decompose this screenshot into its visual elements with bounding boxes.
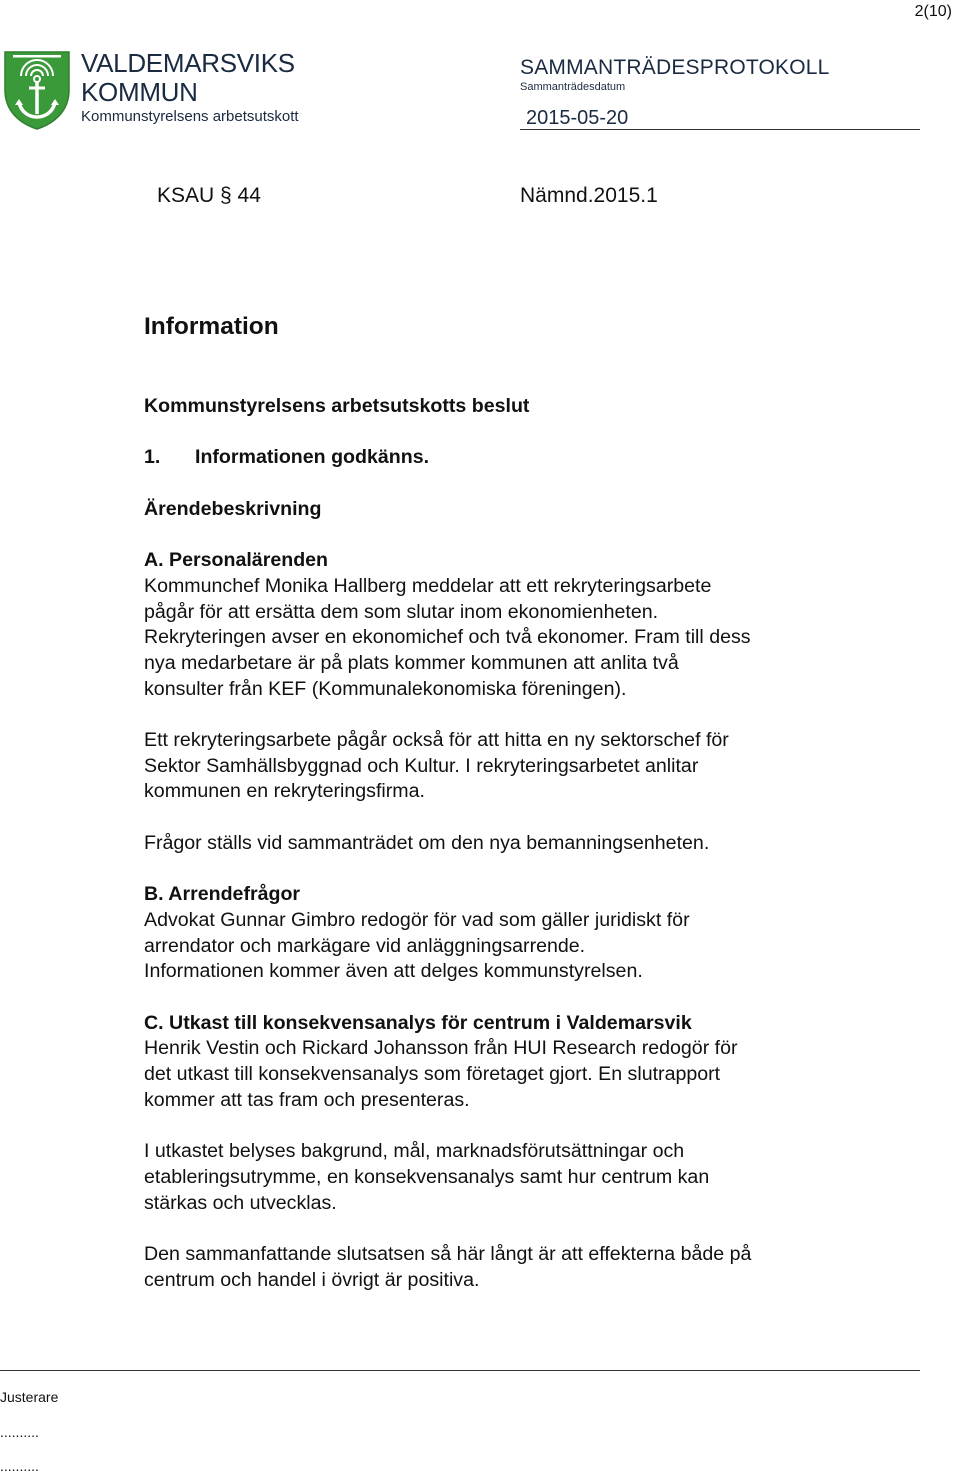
text-line: arrendator och markägare vid anläggningsarrende. <box>144 934 586 957</box>
section-a-para3 <box>144 831 844 857</box>
section-b-para <box>144 908 844 985</box>
section-a-para2 <box>144 728 844 805</box>
decision-number: 1. <box>144 446 161 469</box>
decision-text: Informationen godkänns. <box>195 446 430 469</box>
text-line: Kommunchef Monika Hallberg meddelar att ett rekryteringsarbete <box>144 574 712 597</box>
decision-item <box>144 445 844 471</box>
section-c-para3 <box>144 1242 844 1293</box>
text-line: Henrik Vestin och Rickard Johansson från HUI Research redogör för <box>144 1037 738 1060</box>
page-title: Information <box>144 313 279 340</box>
diary-number: Nämnd.2015.1 <box>520 184 658 207</box>
text-line: Den sammanfattande slutsatsen så här långt är att effekterna både på <box>144 1243 752 1266</box>
text-line: Advokat Gunnar Gimbro redogör för vad som gäller juridiskt för <box>144 908 690 931</box>
text-line: kommer att tas fram och presenteras. <box>144 1088 470 1111</box>
org-subtitle: Kommunstyrelsens arbetsutskott <box>81 108 299 125</box>
text-line: det utkast till konsekvensanalys som företaget gjort. En slutrapport <box>144 1063 721 1086</box>
text-line: kommunen en rekryteringsfirma. <box>144 780 425 803</box>
justerare-label: Justerare <box>0 1389 59 1405</box>
text-line: konsulter från KEF (Kommunalekonomiska föreningen). <box>144 677 627 700</box>
text-line: Frågor ställs vid sammanträdet om den nya bemanningsenheten. <box>144 831 710 854</box>
section-c-para2 <box>144 1139 844 1216</box>
section-a-heading: A. Personalärenden <box>144 549 329 572</box>
text-line: etableringsutrymme, en konsekvensanalys samt hur centrum kan <box>144 1165 710 1188</box>
meeting-date: 2015-05-20 <box>526 107 629 129</box>
footer-rule <box>0 1370 920 1371</box>
protocol-body <box>144 311 844 1293</box>
page-number: 2(10) <box>914 3 952 20</box>
org-name-line1: VALDEMARSVIKS <box>81 48 295 78</box>
text-line: nya medarbetare är på plats kommer kommunen att anlita två <box>144 651 679 674</box>
section-a-para1 <box>144 574 844 703</box>
text-line: Ett rekryteringsarbete pågår också för att hitta en ny sektorschef för <box>144 729 729 752</box>
org-name-line2: KOMMUN <box>81 77 198 107</box>
text-line: pågår för att ersätta dem som slutar inom ekonomienheten. <box>144 600 659 623</box>
section-c-heading: C. Utkast till konsekvensanalys för centrum i Valdemarsvik <box>144 1011 692 1034</box>
date-label: Sammanträdesdatum <box>520 81 626 93</box>
text-line: Rekryteringen avser en ekonomichef och två ekonomer. Fram till dess <box>144 626 751 649</box>
text-line: centrum och handel i övrigt är positiva. <box>144 1268 480 1291</box>
signature-line: .......... <box>0 1424 39 1440</box>
municipality-logo <box>3 50 71 130</box>
anchor-crest-icon <box>3 50 71 130</box>
section-b-heading: B. Arrendefrågor <box>144 883 301 906</box>
text-line: Informationen kommer även att delges kommunstyrelsen. <box>144 960 643 983</box>
doc-type: SAMMANTRÄDESPROTOKOLL <box>520 56 830 79</box>
description-heading: Ärendebeskrivning <box>144 497 322 520</box>
text-line: Sektor Samhällsbyggnad och Kultur. I rekryteringsarbetet anlitar <box>144 754 699 777</box>
paragraph-ref: KSAU § 44 <box>157 184 261 207</box>
text-line: stärkas och utvecklas. <box>144 1191 337 1214</box>
header-rule <box>520 129 920 130</box>
text-line: I utkastet belyses bakgrund, mål, marknadsförutsättningar och <box>144 1140 685 1163</box>
section-c-para1 <box>144 1036 844 1113</box>
signature-line: .......... <box>0 1458 39 1474</box>
decision-heading: Kommunstyrelsens arbetsutskotts beslut <box>144 395 530 417</box>
